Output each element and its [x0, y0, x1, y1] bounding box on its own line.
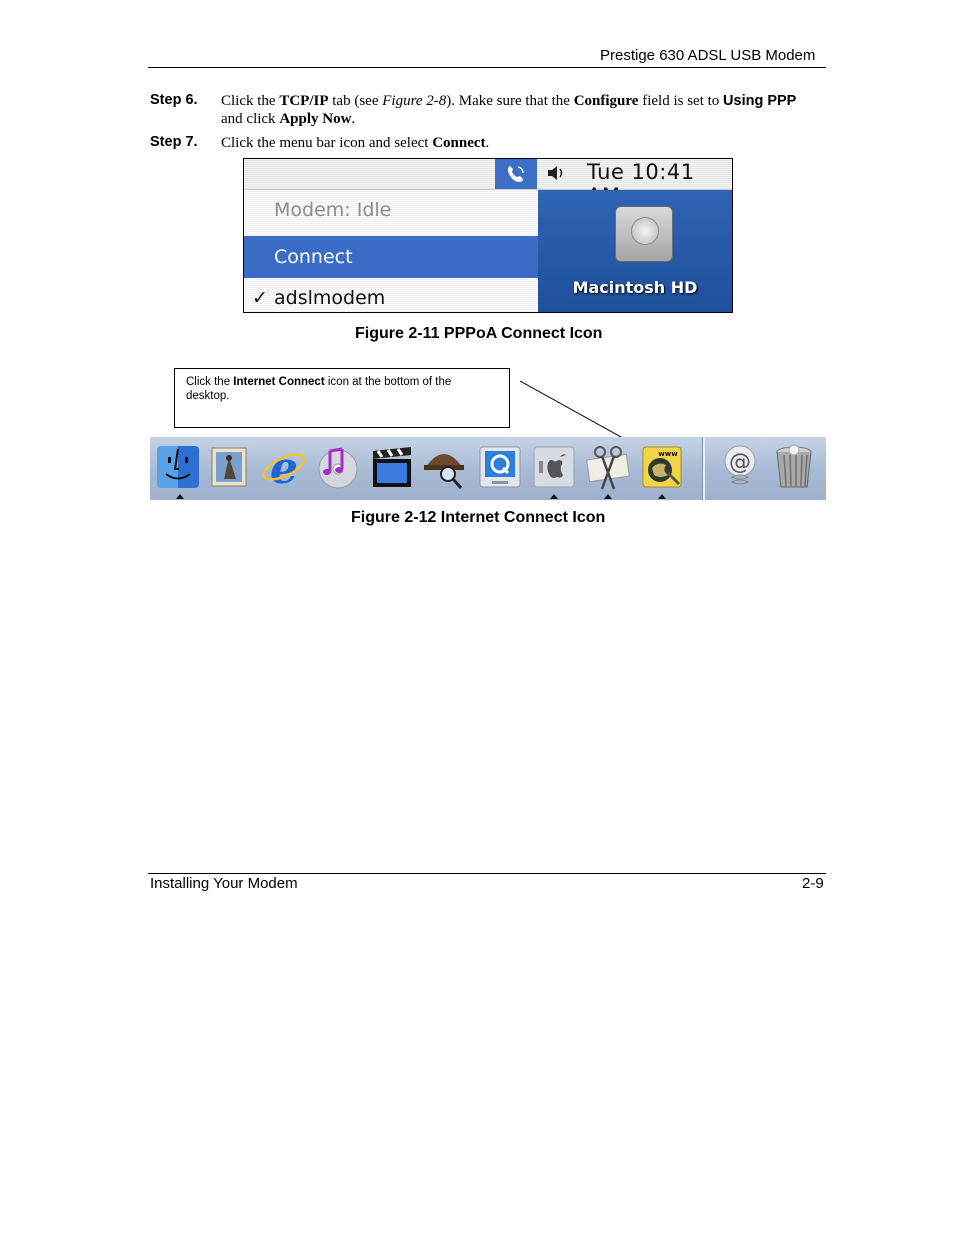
- system-preferences-icon[interactable]: [530, 443, 578, 491]
- internet-explorer-icon[interactable]: [260, 443, 308, 491]
- scissors-icon[interactable]: [584, 443, 632, 491]
- menu-item-connect[interactable]: Connect: [244, 236, 538, 278]
- itunes-icon[interactable]: [314, 443, 362, 491]
- dock: [150, 437, 826, 500]
- step-7-text: Click the menu bar icon and select Connect.: [221, 135, 490, 151]
- step-7-label: Step 7.: [150, 134, 198, 150]
- menu-item-adslmodem-label: adslmodem: [274, 287, 386, 309]
- figure-2-11-caption: Figure 2-11 PPPoA Connect Icon: [355, 325, 603, 342]
- callout-text: Click the Internet Connect icon at the bottom of the desktop.: [186, 376, 452, 402]
- hard-drive-label: Macintosh HD: [572, 278, 698, 297]
- svg-text:www: www: [658, 450, 678, 458]
- step-6-text: Click the TCP/IP tab (see Figure 2-8). Make sure that the Configure field is set to Using PPP and click Apply Now.: [221, 93, 797, 127]
- internet-connect-icon[interactable]: [638, 443, 686, 491]
- step-6-label: Step 6.: [150, 92, 198, 108]
- system-preferences-running-indicator: [550, 494, 558, 499]
- page-number: 2-9: [802, 875, 824, 892]
- scissors-running-indicator: [604, 494, 612, 499]
- svg-text:e: e: [270, 443, 298, 491]
- quicktime-icon[interactable]: [476, 443, 524, 491]
- imovie-icon[interactable]: [368, 443, 416, 491]
- finder-icon[interactable]: [154, 443, 202, 491]
- footer-section-title: Installing Your Modem: [150, 875, 298, 892]
- menu-item-modem-idle: Modem: Idle: [274, 199, 392, 221]
- figure-2-12-caption: Figure 2-12 Internet Connect Icon: [351, 509, 606, 526]
- mail-icon[interactable]: [206, 443, 254, 491]
- trash-icon[interactable]: [770, 443, 818, 491]
- running-header: Prestige 630 ADSL USB Modem: [600, 47, 816, 64]
- sherlock-icon[interactable]: [420, 443, 468, 491]
- footer-rule: [148, 873, 826, 874]
- svg-text:@: @: [729, 450, 751, 475]
- finder-running-indicator: [176, 494, 184, 499]
- internet-connect-running-indicator: [658, 494, 666, 499]
- checkmark-icon: ✓: [252, 287, 268, 309]
- dock-separator: [702, 437, 705, 500]
- menu-clock: Tue 10:41: [587, 160, 695, 184]
- at-sign-icon[interactable]: [716, 443, 764, 491]
